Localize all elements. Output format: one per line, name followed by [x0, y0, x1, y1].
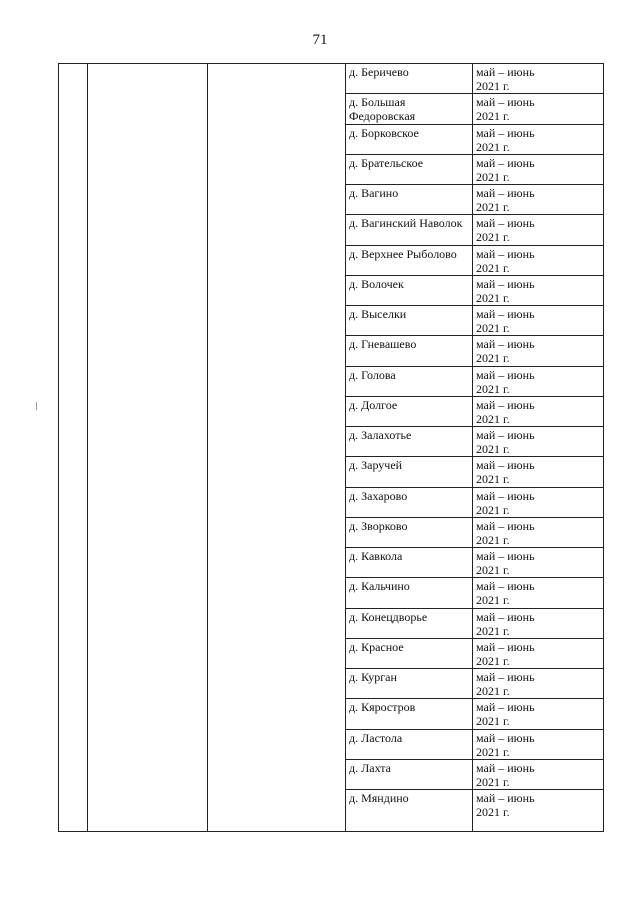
period-months: май – июнь	[476, 549, 535, 563]
period-year: 2021 г.	[476, 260, 510, 275]
period-cell	[476, 549, 598, 577]
period-months: май – июнь	[476, 458, 535, 473]
settlement-name: д. Верхнее Рыболово	[349, 246, 457, 261]
page-number: 71	[312, 32, 328, 48]
table-row	[345, 518, 604, 548]
period-cell	[476, 791, 598, 819]
period-months: май – июнь	[476, 216, 535, 231]
table-row	[345, 215, 604, 245]
settlement-name: д. Заручей	[349, 458, 403, 473]
period-year: 2021 г.	[476, 169, 510, 184]
period-year: 2021 г.	[476, 774, 510, 789]
period-cell	[476, 458, 598, 486]
period-cell	[476, 761, 598, 789]
table-row	[345, 276, 604, 306]
settlement-name: д. Мяндино	[349, 791, 409, 805]
table-row	[345, 760, 604, 790]
period-year: 2021 г.	[476, 714, 510, 729]
period-year: 2021 г.	[476, 805, 510, 819]
settlement-name: д. Лахта	[349, 760, 391, 775]
settlement-name: д. Вагино	[349, 186, 399, 200]
table-row	[345, 790, 604, 832]
table-row	[345, 639, 604, 669]
period-months: май – июнь	[476, 639, 535, 654]
period-months: май – июнь	[476, 186, 535, 200]
period-year: 2021 г.	[476, 230, 510, 245]
period-year: 2021 г.	[476, 321, 510, 335]
period-months: май – июнь	[476, 791, 535, 805]
settlement-name: д. Захарово	[349, 488, 408, 503]
period-months: май – июнь	[476, 670, 535, 684]
settlement-name: д. Долгое	[349, 397, 398, 412]
settlement-name: д. Гневашево	[349, 337, 417, 352]
period-cell	[476, 368, 598, 396]
table-row	[345, 488, 604, 518]
settlement-name: д. Кяростров	[349, 700, 416, 715]
settlement-name: д. Выселки	[349, 307, 407, 321]
period-cell	[476, 731, 598, 759]
period-months: май – июнь	[476, 760, 535, 775]
settlement-name: д. Залахотье	[349, 428, 412, 442]
period-cell	[476, 670, 598, 698]
table-row	[345, 185, 604, 215]
settlement-name: д. Вагинский Наволок	[349, 216, 463, 231]
period-cell	[476, 95, 598, 123]
table-row	[345, 669, 604, 699]
period-months: май – июнь	[476, 730, 535, 745]
period-year: 2021 г.	[476, 109, 510, 124]
period-months: май – июнь	[476, 518, 535, 533]
table-row	[345, 64, 604, 94]
period-year: 2021 г.	[476, 623, 510, 638]
settlement-name: д. Ластола	[349, 730, 403, 745]
period-year: 2021 г.	[476, 411, 510, 426]
period-months: май – июнь	[476, 246, 535, 261]
settlement-name: д. Голова	[349, 367, 396, 382]
settlement-name: д. Красное	[349, 639, 404, 654]
period-months: май – июнь	[476, 155, 535, 170]
table-row	[345, 306, 604, 336]
period-cell	[476, 126, 598, 154]
period-months: май – июнь	[476, 276, 535, 291]
table-row	[345, 155, 604, 185]
period-months: май – июнь	[476, 337, 535, 352]
period-cell	[476, 579, 598, 607]
settlement-name: д. Беричево	[349, 65, 409, 79]
period-cell	[476, 398, 598, 426]
settlement-name: д. Брательское	[349, 155, 424, 170]
period-cell	[476, 428, 598, 456]
settlement-name: д. Кальчино	[349, 579, 410, 594]
table-row	[345, 125, 604, 155]
period-months: май – июнь	[476, 65, 535, 79]
table-row	[345, 397, 604, 427]
period-year: 2021 г.	[476, 79, 510, 93]
settlement-name: д. Волочек	[349, 276, 404, 291]
table-row	[345, 457, 604, 487]
period-year: 2021 г.	[476, 532, 510, 547]
period-months: май – июнь	[476, 95, 535, 110]
period-year: 2021 г.	[476, 200, 510, 214]
period-months: май – июнь	[476, 700, 535, 715]
scan-artifact	[36, 402, 37, 410]
column-divider	[207, 64, 208, 831]
period-months: май – июнь	[476, 367, 535, 382]
period-year: 2021 г.	[476, 472, 510, 487]
table-frame	[58, 63, 604, 832]
table-row	[345, 427, 604, 457]
column-divider	[87, 64, 88, 831]
settlement-name: д. Конецдворье	[349, 609, 428, 624]
table-row	[345, 578, 604, 608]
period-cell	[476, 337, 598, 365]
settlement-rows	[345, 64, 604, 832]
period-year: 2021 г.	[476, 351, 510, 366]
period-cell	[476, 307, 598, 335]
period-cell	[476, 216, 598, 244]
table-row	[345, 94, 604, 124]
period-year: 2021 г.	[476, 744, 510, 759]
period-cell	[476, 640, 598, 668]
table-row	[345, 699, 604, 729]
period-cell	[476, 247, 598, 275]
period-year: 2021 г.	[476, 502, 510, 517]
period-year: 2021 г.	[476, 442, 510, 456]
period-year: 2021 г.	[476, 563, 510, 577]
period-year: 2021 г.	[476, 290, 510, 305]
period-cell	[476, 610, 598, 638]
period-months: май – июнь	[476, 397, 535, 412]
period-months: май – июнь	[476, 125, 535, 140]
period-cell	[476, 186, 598, 214]
table-row	[345, 730, 604, 760]
period-months: май – июнь	[476, 609, 535, 624]
period-cell	[476, 519, 598, 547]
table-row	[345, 609, 604, 639]
period-cell	[476, 700, 598, 728]
settlement-name: д. Курган	[349, 670, 397, 684]
settlement-name: д. Борковское	[349, 125, 419, 140]
settlement-name: д. Кавкола	[349, 549, 403, 563]
table-row	[345, 367, 604, 397]
period-cell	[476, 156, 598, 184]
period-year: 2021 г.	[476, 139, 510, 154]
period-year: 2021 г.	[476, 684, 510, 698]
period-year: 2021 г.	[476, 381, 510, 396]
period-year: 2021 г.	[476, 653, 510, 668]
period-year: 2021 г.	[476, 593, 510, 608]
period-months: май – июнь	[476, 488, 535, 503]
period-months: май – июнь	[476, 307, 535, 321]
table-row	[345, 548, 604, 578]
settlement-name: д. Зворково	[349, 518, 408, 533]
period-cell	[476, 489, 598, 517]
settlement-name: д. Большая Федоровская	[349, 95, 416, 124]
table-row	[345, 246, 604, 276]
table-row	[345, 336, 604, 366]
period-months: май – июнь	[476, 579, 535, 594]
period-cell	[476, 65, 598, 93]
period-cell	[476, 277, 598, 305]
period-months: май – июнь	[476, 428, 535, 442]
